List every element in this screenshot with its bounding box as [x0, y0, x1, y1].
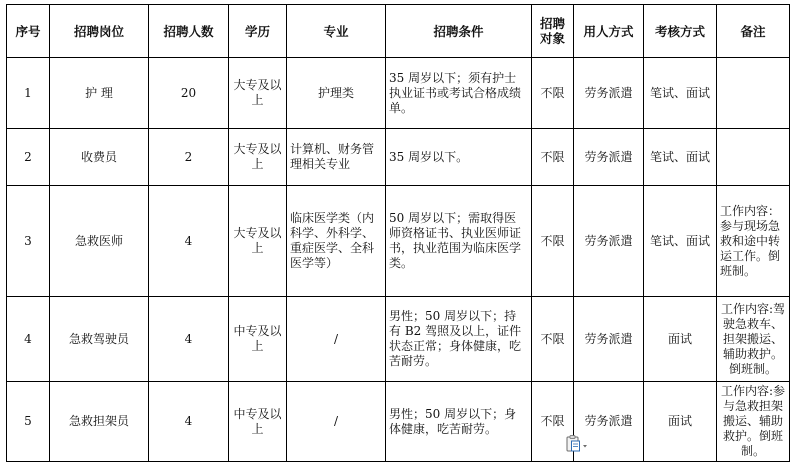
cell-conditions: 男性；50 周岁以下；持有 B2 驾照及以上，证件状态正常；身体健康，吃苦耐劳。 — [386, 297, 532, 382]
cell-count: 4 — [149, 297, 229, 382]
cell-position: 急救医师 — [50, 186, 149, 297]
cell-assessment: 面试 — [644, 297, 717, 382]
cell-education: 中专及以上 — [229, 297, 287, 382]
cell-target: 不限 — [532, 297, 574, 382]
cell-education: 大专及以上 — [229, 129, 287, 186]
cell-count: 4 — [149, 186, 229, 297]
cell-target: 不限 — [532, 58, 574, 129]
cell-position: 护 理 — [50, 58, 149, 129]
cell-remarks: 工作内容:参与急救担架搬运、辅助救护。倒班制。 — [717, 382, 790, 462]
header-employment: 用人方式 — [574, 5, 644, 58]
table-row — [7, 58, 790, 129]
cell-assessment: 笔试、面试 — [644, 58, 717, 129]
cell-remarks — [717, 129, 790, 186]
cell-major: / — [287, 297, 386, 382]
cell-position: 收费员 — [50, 129, 149, 186]
cell-position: 急救担架员 — [50, 382, 149, 462]
cell-remarks: 工作内容:驾驶急救车、担架搬运、辅助救护。倒班制。 — [717, 297, 790, 382]
cell-count: 4 — [149, 382, 229, 462]
cell-education: 大专及以上 — [229, 186, 287, 297]
clipboard-paste-options-icon[interactable] — [565, 434, 589, 454]
cell-remarks: 工作内容：参与现场急救和途中转运工作。倒班制。 — [717, 186, 790, 297]
cell-employment: 劳务派遣 — [574, 58, 644, 129]
cell-position: 急救驾驶员 — [50, 297, 149, 382]
cell-education: 中专及以上 — [229, 382, 287, 462]
cell-employment: 劳务派遣 — [574, 382, 644, 462]
header-education: 学历 — [229, 5, 287, 58]
recruitment-table — [6, 4, 790, 462]
header-position: 招聘岗位 — [50, 5, 149, 58]
cell-no: 5 — [7, 382, 50, 462]
cell-assessment: 面试 — [644, 382, 717, 462]
cell-major: 临床医学类（内科学、外科学、重症医学、全科医学等） — [287, 186, 386, 297]
cell-conditions: 35 周岁以下；须有护士执业证书或考试合格成绩单。 — [386, 58, 532, 129]
cell-major: / — [287, 382, 386, 462]
cell-target: 不限 — [532, 129, 574, 186]
header-count: 招聘人数 — [149, 5, 229, 58]
header-major: 专业 — [287, 5, 386, 58]
header-conditions: 招聘条件 — [386, 5, 532, 58]
cell-remarks — [717, 58, 790, 129]
header-remarks: 备注 — [717, 5, 790, 58]
cell-conditions: 男性；50 周岁以下；身体健康，吃苦耐劳。 — [386, 382, 532, 462]
cell-employment: 劳务派遣 — [574, 297, 644, 382]
cell-count: 20 — [149, 58, 229, 129]
cell-major: 护理类 — [287, 58, 386, 129]
header-row — [7, 5, 790, 58]
table-row — [7, 186, 790, 297]
cell-education: 大专及以上 — [229, 58, 287, 129]
cell-assessment: 笔试、面试 — [644, 186, 717, 297]
cell-major: 计算机、财务管理相关专业 — [287, 129, 386, 186]
cell-no: 1 — [7, 58, 50, 129]
cell-target: 不限 — [532, 186, 574, 297]
cell-conditions: 50 周岁以下；需取得医师资格证书、执业医师证书，执业范围为临床医学类。 — [386, 186, 532, 297]
table-row — [7, 129, 790, 186]
cell-no: 4 — [7, 297, 50, 382]
cell-employment: 劳务派遣 — [574, 186, 644, 297]
cell-assessment: 笔试、面试 — [644, 129, 717, 186]
table-row — [7, 297, 790, 382]
cell-target: 不限 — [532, 382, 574, 462]
table-row — [7, 382, 790, 462]
cell-no: 2 — [7, 129, 50, 186]
header-no: 序号 — [7, 5, 50, 58]
header-target: 招聘对象 — [532, 5, 574, 58]
header-assessment: 考核方式 — [644, 5, 717, 58]
cell-conditions: 35 周岁以下。 — [386, 129, 532, 186]
cell-count: 2 — [149, 129, 229, 186]
cell-employment: 劳务派遣 — [574, 129, 644, 186]
cell-no: 3 — [7, 186, 50, 297]
